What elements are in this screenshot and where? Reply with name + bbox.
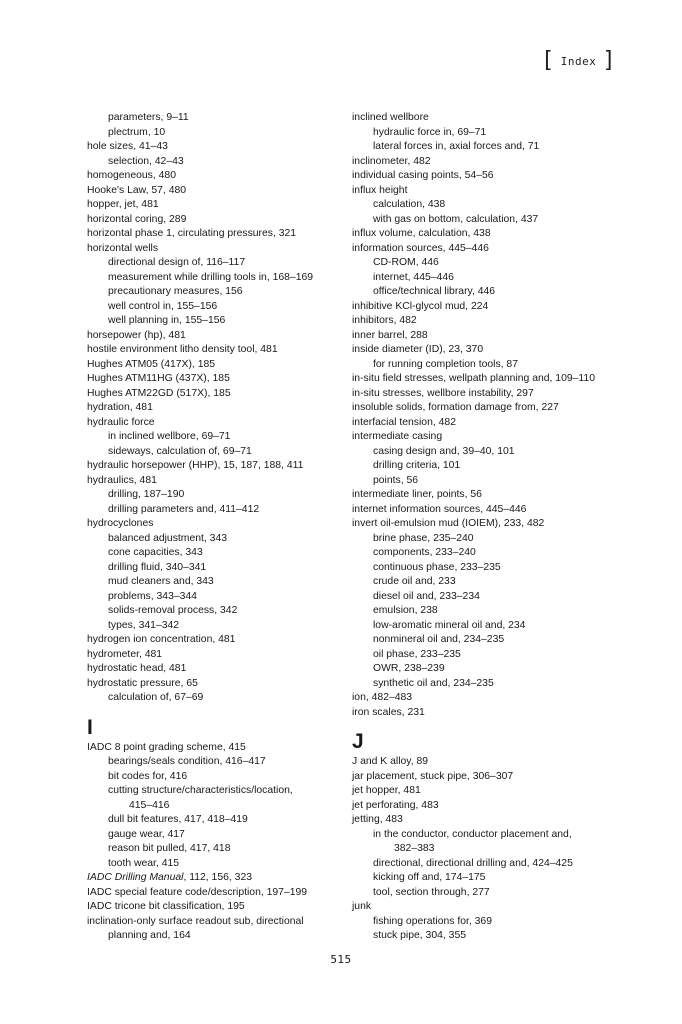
index-subentry: emulsion, 238 xyxy=(373,605,438,616)
index-entry: hydrometer, 481 xyxy=(87,648,163,660)
index-subentry: fishing operations for, 369 xyxy=(373,915,492,927)
index-subentry: types, 341–342 xyxy=(108,619,180,631)
index-entry: inner barrel, 288 xyxy=(352,329,428,341)
index-entry: Hooke's Law, 57, 480 xyxy=(87,184,187,196)
index-subentry: synthetic oil and, 234–235 xyxy=(373,677,494,689)
index-subentry: bearings/seals condition, 416–417 xyxy=(108,756,266,767)
index-entry: Hughes ATM22GD (517X), 185 xyxy=(87,387,231,399)
index-entry: jet hopper, 481 xyxy=(352,785,421,796)
index-subentry: reason bit pulled, 417, 418 xyxy=(108,843,231,854)
index-subentry: selection, 42–43 xyxy=(108,155,184,167)
index-subentry: well control in, 155–156 xyxy=(108,300,218,312)
page-number: 515 xyxy=(330,953,352,966)
index-subentry: tooth wear, 415 xyxy=(108,857,180,869)
index-entry: individual casing points, 54–56 xyxy=(352,170,494,181)
entries-i-continued xyxy=(352,111,612,720)
index-subentry: internet, 445–446 xyxy=(373,271,454,283)
index-entry: internet information sources, 445–446 xyxy=(352,503,527,515)
index-subentry: 415–416 xyxy=(129,799,170,811)
index-entry: hydrocyclones xyxy=(87,518,154,529)
entries-j xyxy=(352,755,612,944)
index-subentry: for running completion tools, 87 xyxy=(373,358,518,370)
index-subentry: mud cleaners and, 343 xyxy=(108,576,214,587)
index-entry: hole sizes, 41–43 xyxy=(87,141,168,152)
index-entry: horizontal coring, 289 xyxy=(87,213,187,225)
index-subentry: parameters, 9–11 xyxy=(108,112,189,123)
index-subentry: precautionary measures, 156 xyxy=(108,286,243,297)
index-entry: hydrostatic head, 481 xyxy=(87,663,187,674)
index-entry: hydraulics, 481 xyxy=(87,474,157,486)
index-entry: inclined wellbore xyxy=(352,112,429,123)
index-entry: Hughes ATM11HG (437X), 185 xyxy=(87,373,230,384)
index-entry: hydraulic horsepower (HHP), 15, 187, 188, 411 xyxy=(87,460,304,471)
index-entry: jet perforating, 483 xyxy=(352,799,439,811)
index-entry-wrapped: inclination-only surface readout sub, directional planning and, 164 xyxy=(87,915,304,941)
index-subentry: office/technical library, 446 xyxy=(373,286,496,297)
index-subentry: cone capacities, 343 xyxy=(108,547,203,558)
index-entry: IADC tricone bit classification, 195 xyxy=(87,901,245,912)
index-entry: influx volume, calculation, 438 xyxy=(352,228,491,239)
letter-heading-j: J xyxy=(352,730,364,753)
index-subentry: drilling, 187–190 xyxy=(108,489,185,500)
index-subentry: directional design of, 116–117 xyxy=(108,257,246,268)
index-subentry: CD-ROM, 446 xyxy=(373,257,439,268)
index-subentry: gauge wear, 417 xyxy=(108,828,185,840)
index-entry: influx height xyxy=(352,184,408,196)
index-entry: intermediate liner, points, 56 xyxy=(352,489,482,500)
index-entry: homogeneous, 480 xyxy=(87,170,176,181)
index-subentry: drilling parameters and, 411–412 xyxy=(108,503,260,515)
index-subentry: nonmineral oil and, 234–235 xyxy=(373,634,505,645)
index-entry xyxy=(87,871,337,886)
index-entry: jar placement, stuck pipe, 306–307 xyxy=(352,770,514,782)
entries-h-continued xyxy=(87,111,337,706)
running-head-label: Index xyxy=(560,54,597,68)
running-head xyxy=(541,50,616,72)
index-entry: hydration, 481 xyxy=(87,402,153,413)
index-subentry: in the conductor, conductor placement and, xyxy=(373,828,572,840)
index-entry: hostile environment litho density tool, 481 xyxy=(87,344,278,355)
index-subentry: continuous phase, 233–235 xyxy=(373,561,501,573)
index-subentry: diesel oil and, 233–234 xyxy=(373,590,480,602)
index-subentry: drilling fluid, 340–341 xyxy=(108,561,207,573)
index-entry: hydraulic force xyxy=(87,416,155,428)
index-entry: jetting, 483 xyxy=(352,814,403,825)
letter-heading-i: I xyxy=(87,715,93,739)
index-entry: J and K alloy, 89 xyxy=(352,756,429,767)
index-entry: inside diameter (ID), 23, 370 xyxy=(352,344,484,355)
index-column-left xyxy=(87,111,337,944)
index-subentry: oil phase, 233–235 xyxy=(373,648,461,660)
index-entry: iron scales, 231 xyxy=(352,706,425,718)
index-subentry: calculation, 438 xyxy=(373,199,446,210)
index-entry: IADC special feature code/description, 197–199 xyxy=(87,886,308,898)
index-entry: horizontal phase 1, circulating pressures, 321 xyxy=(87,228,297,239)
index-subentry: balanced adjustment, 343 xyxy=(108,532,228,544)
index-subentry: lateral forces in, axial forces and, 71 xyxy=(373,141,540,152)
index-subentry: sideways, calculation of, 69–71 xyxy=(108,445,252,457)
index-subentry: points, 56 xyxy=(373,474,419,486)
index-subentry: stuck pipe, 304, 355 xyxy=(373,930,467,941)
index-subentry: cutting structure/characteristics/location, xyxy=(108,785,293,796)
index-column-right xyxy=(352,111,612,944)
index-subentry: 382–383 xyxy=(394,843,435,854)
index-subentry: dull bit features, 417, 418–419 xyxy=(108,814,248,825)
index-subentry: casing design and, 39–40, 101 xyxy=(373,445,515,457)
index-subentry: calculation of, 67–69 xyxy=(108,692,204,703)
index-subentry: in inclined wellbore, 69–71 xyxy=(108,431,231,442)
index-entry: intermediate casing xyxy=(352,431,443,442)
index-subentry: crude oil and, 233 xyxy=(373,576,456,587)
index-entry: information sources, 445–446 xyxy=(352,242,489,254)
index-subentry: kicking off and, 174–175 xyxy=(373,872,486,883)
index-subentry: directional, directional drilling and, 424–425 xyxy=(373,857,573,869)
index-subentry: OWR, 238–239 xyxy=(373,663,445,674)
index-subentry: solids-removal process, 342 xyxy=(108,605,238,616)
index-subentry: with gas on bottom, calculation, 437 xyxy=(373,213,539,225)
iadc-manual-title: IADC Drilling Manual xyxy=(87,872,184,883)
right-bracket: ] xyxy=(602,48,617,73)
index-subentry: problems, 343–344 xyxy=(108,590,197,602)
index-entry: invert oil-emulsion mud (IOIEM), 233, 482 xyxy=(352,518,545,529)
index-entry: horizontal wells xyxy=(87,242,159,254)
entries-i-tail xyxy=(87,886,337,915)
index-entry: in-situ field stresses, wellpath planning and, 109–110 xyxy=(352,373,595,384)
index-subentry: tool, section through, 277 xyxy=(373,886,490,898)
index-subentry: components, 233–240 xyxy=(373,547,476,558)
entries-i xyxy=(87,741,337,872)
index-subentry: plectrum, 10 xyxy=(108,126,166,138)
index-entry: IADC 8 point grading scheme, 415 xyxy=(87,741,246,753)
index-entry: in-situ stresses, wellbore instability, 297 xyxy=(352,387,534,399)
index-entry: horsepower (hp), 481 xyxy=(87,329,186,341)
index-subentry: measurement while drilling tools in, 168–169 xyxy=(108,271,314,283)
index-entry: Hughes ATM05 (417X), 185 xyxy=(87,358,216,370)
index-entry: inclinometer, 482 xyxy=(352,155,431,167)
iadc-manual-pages: , 112, 156, 323 xyxy=(183,872,252,883)
index-entry: ion, 482–483 xyxy=(352,692,413,703)
index-entry: hydrogen ion concentration, 481 xyxy=(87,634,236,645)
index-subentry: hydraulic force in, 69–71 xyxy=(373,126,487,138)
index-subentry: brine phase, 235–240 xyxy=(373,532,474,544)
index-subentry: well planning in, 155–156 xyxy=(108,315,226,326)
index-entry: interfacial tension, 482 xyxy=(352,416,456,428)
index-entry: insoluble solids, formation damage from, 227 xyxy=(352,402,559,413)
index-subentry: drilling criteria, 101 xyxy=(373,460,461,471)
left-bracket: [ xyxy=(541,48,555,73)
index-entry: inhibitive KCl-glycol mud, 224 xyxy=(352,300,489,312)
index-subentry: low-aromatic mineral oil and, 234 xyxy=(373,619,526,631)
index-subentry: bit codes for, 416 xyxy=(108,770,188,782)
index-entry: inhibitors, 482 xyxy=(352,315,417,326)
index-entry: junk xyxy=(352,901,372,912)
index-entry: hopper, jet, 481 xyxy=(87,199,159,210)
index-entry: hydrostatic pressure, 65 xyxy=(87,677,198,689)
